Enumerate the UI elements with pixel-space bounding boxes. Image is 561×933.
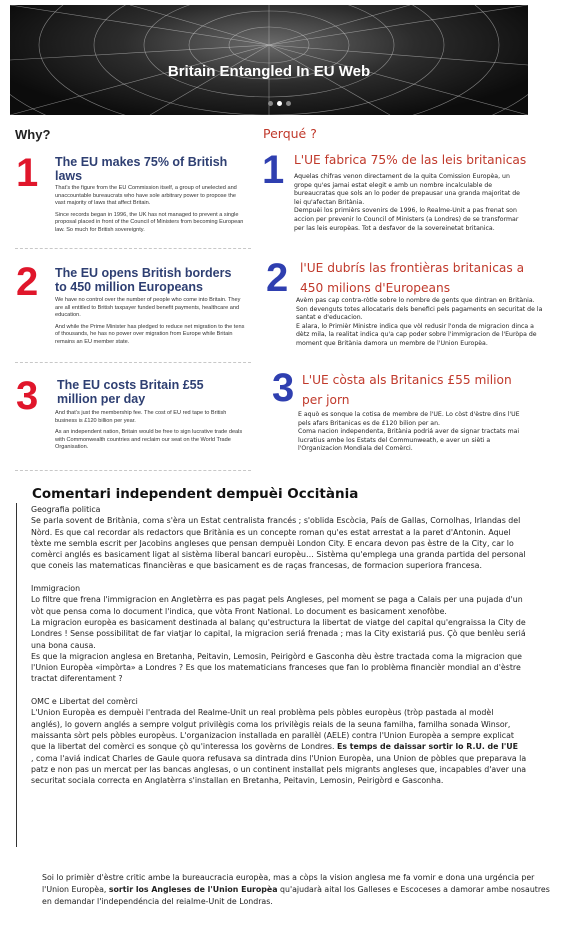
body-line: Coma nacion independenta, Britània podriá aver de signar tractats mai	[298, 428, 520, 436]
closing-emphasis: sortir los Angleses de l'Union Europèa	[108, 884, 278, 894]
text-line: maissanta sòrt pels pòbles europèus. L'organizacion installada en parallèl (AELE) contra l'Union Europèa a sempre explicat	[31, 730, 514, 740]
body-line: l'Organizacion Mondiala del Comèrci.	[298, 445, 413, 453]
body-line: dètz mila, la realitat indica qu'a cap poder sobre l'immigracion de l'Euròpa de	[296, 331, 537, 339]
section-heading: OMC e Libertat del comèrci	[31, 697, 138, 707]
item-body	[55, 185, 247, 239]
closing-paragraph	[42, 872, 552, 907]
body-line: lucratius ambe los Estats del Communweath, e aver un sièti a	[298, 436, 491, 444]
divider	[15, 362, 251, 363]
text-line: La migracion europèa es basicament destinada al balanç qu'estructura la libertat de viatge del capital qu'engraissa la City de	[31, 617, 526, 627]
body-line: E alara, lo Primièr Ministre indica que vòl redusir l'onda de migracion dinca a	[296, 322, 534, 330]
closing-text: Soi lo primièr d'èstre critic ambe la bureaucracia europèa, mas a còps la vision anglesa me fa vomir e dona una urgéncia per l'Union Europèa,	[42, 873, 535, 894]
body-line: lei qu'afectan Britània.	[294, 198, 365, 206]
banner-image	[10, 5, 528, 115]
item-body	[55, 297, 247, 351]
text-line: l'Union Europèa «impòrta» a Londres ? Es que los matematicians franceses que fan lo problèma financièr mondial an d'èstre	[31, 663, 521, 673]
item-paragraph: That’s the figure from the EU Commission itself, a group of unelected and unaccountable bureaucrats who have sole arbitrary power to propose the vast majority of laws that affect Britain.	[55, 185, 237, 207]
slide-indicator	[268, 101, 291, 106]
slide-dot[interactable]	[268, 101, 273, 106]
item-body	[296, 297, 548, 349]
body-line: bureaucratas que sols an lo poder de prepausar una granda majoritat de	[294, 190, 520, 198]
text-fragment: que la libertat del comèrci es sonque çò qu'interessa los govèrns de Londres.	[31, 742, 335, 752]
divider	[15, 470, 251, 471]
slide-dot-active[interactable]	[277, 101, 282, 106]
item-title: l'UE dubrís las frontièras britanicas a 450 milions d'Europeans	[300, 261, 525, 295]
banner-title: Britain Entangled In EU Web	[167, 63, 371, 80]
item-paragraph: Since records began in 1996, the UK has not managed to prevent a single proposal placed in front of the Council of Ministers from becoming European law. So much for British sovereignty.	[55, 211, 244, 233]
item-title: L'UE fabrica 75% de las leis britanicas	[294, 153, 527, 167]
text-line: Lo filtre que frena l'immigracion en Angletèrra es pas pagat pels Angleses, pel moment se paga a Calais per una pujada d'un	[31, 595, 523, 605]
spider-web-graphic	[10, 5, 528, 115]
item-paragraph: And that’s just the membership fee. The cost of EU red tape to British business is £120 billion per year.	[55, 410, 227, 424]
item-paragraph: As an independent nation, Britain would be free to sign lucrative trade deals with Commonwealth countries and reclaim our seat on the World Trade Organisation.	[55, 429, 243, 451]
body-line: santat e d'educacion.	[296, 314, 363, 322]
item-number: 2	[266, 256, 289, 300]
text-line: Nòrd. Es que cal recordar als redactors que Britània es un concepte roman qu'es estat arrestat a la paret d'Antonin. Aquel	[31, 527, 511, 537]
text-line: comèrci anglés es basicament ligat al sistèma liberal bancari europèu… Sistèma qu'emplega una granda partida del personal	[31, 550, 526, 560]
body-line: per las leis europèas. Tot a desfavor de la sovereinetat britanica.	[294, 224, 495, 232]
why-heading: Why?	[15, 127, 51, 142]
text-line: securitat sociala correcta en Anglatèrra s'installan en Bretanha, Peitavin, Lemosin, Peirigòrd e Gasconha.	[31, 776, 444, 786]
item-number: 3	[16, 374, 39, 418]
item-title: The EU makes 75% of British laws	[55, 155, 228, 183]
section-heading: Immigracion	[31, 584, 81, 594]
body-line: E aquò es sonque la cotisa de membre de l'UE. Lo còst d'èstre dins l'UE	[298, 411, 520, 418]
body-line: Dempuèi los primièrs sovenirs de 1996, lo Realme-Unit a pas frenat son	[294, 207, 517, 215]
text-line: Es que la migracion anglesa en Bretanha, Peitavin, Lemosin, Peirigòrd e Gasconha dèu èstre tractada coma la migracion que	[31, 651, 522, 661]
item-number: 3	[272, 366, 295, 410]
item-body	[298, 411, 548, 454]
body-line: Son devenguts totes allocataris dels benefici pels pagaments en securitat de la	[296, 305, 543, 313]
text-line-with-emphasis	[31, 741, 547, 752]
item-number: 1	[16, 151, 39, 195]
item-title: The EU opens British borders to 450 million Europeans	[55, 266, 232, 294]
text-line: tèxte me sembla escrit per Jacobins angleses que pensan dempuèi London City. E encara devon pas èstre de la City, car lo	[31, 538, 514, 548]
text-line: que coneis las matematicas financièras e que basicament es de raças francesas, de formacion superiora francesa.	[31, 561, 482, 571]
body-line: accion per prevenir lo Council of Ministers (a Londres) de se transformar	[294, 215, 519, 223]
commentary-title: Comentari independent dempuèi Occitània	[32, 486, 359, 502]
text-line: Londres ! Sense possibilitat de far viatjar lo capital, la migracion seriá frenada ; mas la City existariá pus. Çò que benlèu seriá	[31, 629, 526, 639]
text-line: una bona causa.	[31, 640, 96, 650]
body-line: moment que Britània damora un membre de l'Union Europèa.	[296, 339, 488, 347]
text-line: , coma l'aviá indicat Charles de Gaule quora refusava sa dintrada dins l'Union Europèa, una Union de pòbles que preparava la	[31, 753, 527, 763]
body-line: pels afars Britanicas es de £120 bilion per an.	[298, 419, 440, 427]
text-line: tractat diferentament ?	[31, 674, 123, 684]
divider	[15, 248, 251, 249]
slide-dot[interactable]	[286, 101, 291, 106]
section-heading: Geografia politica	[31, 505, 101, 514]
item-body	[294, 173, 544, 233]
text-line: anglés), lo govern anglés a sempre volgut privilègis coma los privilègis reials de la seuna familha, familha sonada Winsor,	[31, 719, 511, 729]
text-line: vòt que pensa coma lo document l'indica, que vòta Front National. Lo document es basicament xenofòbe.	[31, 606, 447, 616]
item-title: L'UE còsta als Britanics £55 milion per jorn	[302, 373, 512, 407]
item-paragraph: And while the Prime Minister has pledged to reduce net migration to the tens of thousands, he has no power over migration from Europe while Britain remains an EU member state.	[55, 323, 245, 345]
item-paragraph: We have no control over the number of people who come into Britain. They are all entitled to British taxpayer funded benefit payments, healthcare and education.	[55, 297, 241, 319]
text-line: Se parla sovent de Britània, coma s'èra un Estat centralista francés ; s'oblida Escòcia, País de Gallas, Cornolhas, Irlandas del	[31, 516, 521, 526]
text-line: patz e non pas un mercat per las bancas anglesas, o un continent installat pels migrants angleses que, incapables d'aver una	[31, 764, 527, 774]
body-line: grope qu'es jamai estat elegit e amb un nombre incalculable de	[294, 181, 493, 189]
perque-heading: Perqué ?	[263, 126, 317, 141]
body-line: Avèm pas cap contra-ròtle sobre lo nombre de gents que dintran en Britània.	[296, 297, 535, 304]
emphasis-text: Es temps de daissar sortir lo R.U. de l'UE	[337, 742, 519, 752]
closing-text: qu'ajudarà aital los Galleses e Escoceses a damorar ambe nosautres en demandar l'independéncia del reialme-Unit de Londras.	[42, 884, 550, 906]
item-number: 2	[16, 260, 39, 304]
commentary-text	[31, 504, 547, 786]
item-body	[55, 410, 247, 456]
body-line: Aquelas chifras venon directament de la quita Comission Europèa, un	[294, 173, 510, 180]
item-number: 1	[262, 148, 285, 192]
text-line: L'Union Europèa es dempuèi l'entrada del Realme-Unit un real problèma pels pòbles europèus (tròp pastada al modèl	[31, 708, 494, 718]
item-title: The EU costs Britain £55 million per day	[57, 378, 204, 406]
